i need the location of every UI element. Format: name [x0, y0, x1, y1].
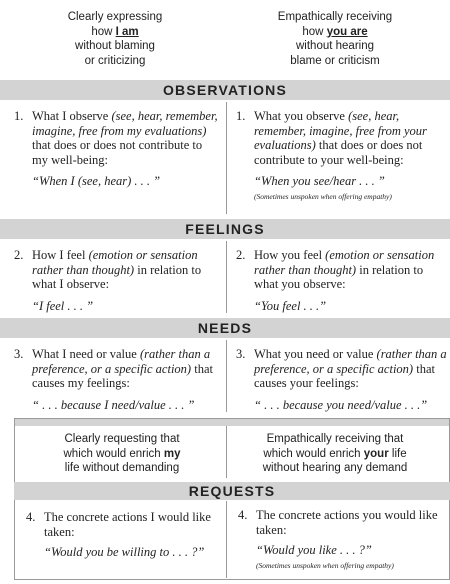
feelings-left-c: in relation to what I observe: — [32, 262, 202, 292]
observations-right — [236, 109, 448, 201]
requests-header-divider — [226, 426, 227, 478]
requests-right-header-line2 — [240, 447, 430, 462]
needs-band — [0, 318, 450, 338]
requests-left-text: The concrete actions I would like taken: — [44, 510, 211, 539]
observations-left — [14, 109, 219, 189]
observations-left-quote: “When I (see, hear) . . . ” — [32, 174, 161, 189]
observations-right-b: (see, hear, remember, imagine, free from your evaluations) — [254, 109, 427, 153]
requests-right — [238, 508, 438, 570]
feelings-right-a: How you feel — [254, 248, 326, 262]
requests-left-header-my: my — [163, 447, 181, 460]
left-header-line3: without blaming — [75, 40, 155, 52]
observations-right-quote: “When you see/hear . . . ” — [254, 174, 385, 189]
feelings-right-quote: “You feel . . .” — [254, 298, 327, 313]
feelings-left-text — [32, 248, 219, 292]
requests-right-text: The concrete actions you would like taken: — [256, 508, 438, 537]
requests-right-header-line3: without hearing any demand — [262, 462, 408, 474]
feelings-left-num: 2. — [14, 248, 24, 262]
left-header-line2 — [30, 25, 200, 40]
observations-right-c: that does or does not contribute to your well-being: — [254, 138, 423, 167]
feelings-right-c: in relation to what you observe: — [254, 262, 424, 292]
needs-right-c: that causes your feelings: — [254, 361, 435, 391]
observations-left-text — [32, 109, 219, 167]
requests-right-num: 4. — [238, 508, 248, 522]
needs-right-b: (rather than a preference, or a specific action) — [254, 347, 447, 376]
feelings-left — [14, 248, 219, 313]
left-header-line2-a: how — [91, 25, 116, 38]
left-header-line4: or criticizing — [84, 54, 146, 67]
needs-left-text — [32, 347, 219, 391]
feelings-left-a: How I feel — [32, 248, 89, 262]
right-header-line2-a: how — [302, 25, 327, 38]
needs-right — [236, 347, 448, 412]
needs-left-c: that causes my feelings: — [32, 361, 213, 391]
feelings-title: FEELINGS — [185, 221, 265, 237]
requests-right-quote: “Would you like . . . ?” — [256, 543, 372, 558]
requests-left — [26, 510, 218, 560]
observations-left-c: that does or does not contribute to my well-being: — [32, 138, 203, 167]
needs-right-a: What you need or value — [254, 347, 377, 361]
right-header-line2 — [245, 25, 425, 40]
feelings-right — [236, 248, 441, 313]
needs-right-text — [254, 347, 448, 391]
right-header-line4: blame or criticism — [290, 54, 380, 67]
needs-left-quote: “ . . . because I need/value . . . ” — [32, 397, 195, 412]
requests-right-header-line2-c: life — [388, 447, 407, 460]
observations-right-text — [254, 109, 448, 167]
right-header-you-are: you are — [326, 25, 368, 38]
needs-divider — [226, 340, 227, 412]
requests-band — [14, 482, 450, 500]
requests-left-num: 4. — [26, 510, 36, 524]
left-header-line1: Clearly expressing — [67, 11, 163, 23]
requests-divider — [226, 501, 227, 578]
left-header-i-am: I am — [115, 25, 139, 38]
feelings-right-num: 2. — [236, 248, 246, 262]
requests-left-quote: “Would you be willing to . . . ?” — [44, 545, 205, 560]
feelings-right-text — [254, 248, 441, 292]
observations-right-a: What you observe — [254, 109, 349, 123]
right-header-line3: without hearing — [296, 40, 374, 52]
requests-right-note: (Sometimes unspoken when offering empathy) — [256, 560, 394, 570]
observations-band — [0, 80, 450, 100]
requests-left-header-line1: Clearly requesting that — [64, 433, 180, 445]
observations-left-b: (see, hear, remember, imagine, free from my evaluations) — [32, 109, 218, 138]
observations-left-a: What I observe — [32, 109, 112, 123]
feelings-left-b: (emotion or sensation rather than thought) — [32, 248, 198, 277]
feelings-band — [0, 219, 450, 239]
needs-right-quote: “ . . . because you need/value . . .” — [254, 397, 428, 412]
needs-left — [14, 347, 219, 412]
right-header — [245, 10, 425, 68]
feelings-divider — [226, 241, 227, 313]
observations-right-num: 1. — [236, 109, 246, 123]
needs-title: NEEDS — [197, 320, 253, 336]
requests-title: REQUESTS — [188, 483, 276, 499]
feelings-left-quote: “I feel . . . ” — [32, 298, 94, 313]
needs-right-num: 3. — [236, 347, 246, 361]
requests-right-header-your: your — [363, 447, 389, 460]
observations-title: OBSERVATIONS — [162, 82, 288, 98]
requests-right-header-line1: Empathically receiving that — [266, 433, 404, 445]
needs-left-b: (rather than a preference, or a specific action) — [32, 347, 211, 376]
observations-left-num: 1. — [14, 109, 24, 123]
left-header — [30, 10, 200, 68]
requests-right-header — [240, 432, 430, 476]
right-header-line1: Empathically receiving — [277, 11, 393, 23]
needs-left-a: What I need or value — [32, 347, 140, 361]
feelings-right-b: (emotion or sensation rather than thought) — [254, 248, 435, 277]
needs-left-num: 3. — [14, 347, 24, 361]
requests-right-header-line2-a: which would enrich — [263, 447, 364, 460]
requests-left-header — [32, 432, 212, 476]
requests-left-header-line2-a: which would enrich — [63, 447, 164, 460]
requests-left-header-line2 — [32, 447, 212, 462]
observations-right-note: (Sometimes unspoken when offering empathy) — [254, 191, 392, 201]
requests-left-header-line3: life without demanding — [64, 462, 180, 474]
observations-divider — [226, 102, 227, 214]
